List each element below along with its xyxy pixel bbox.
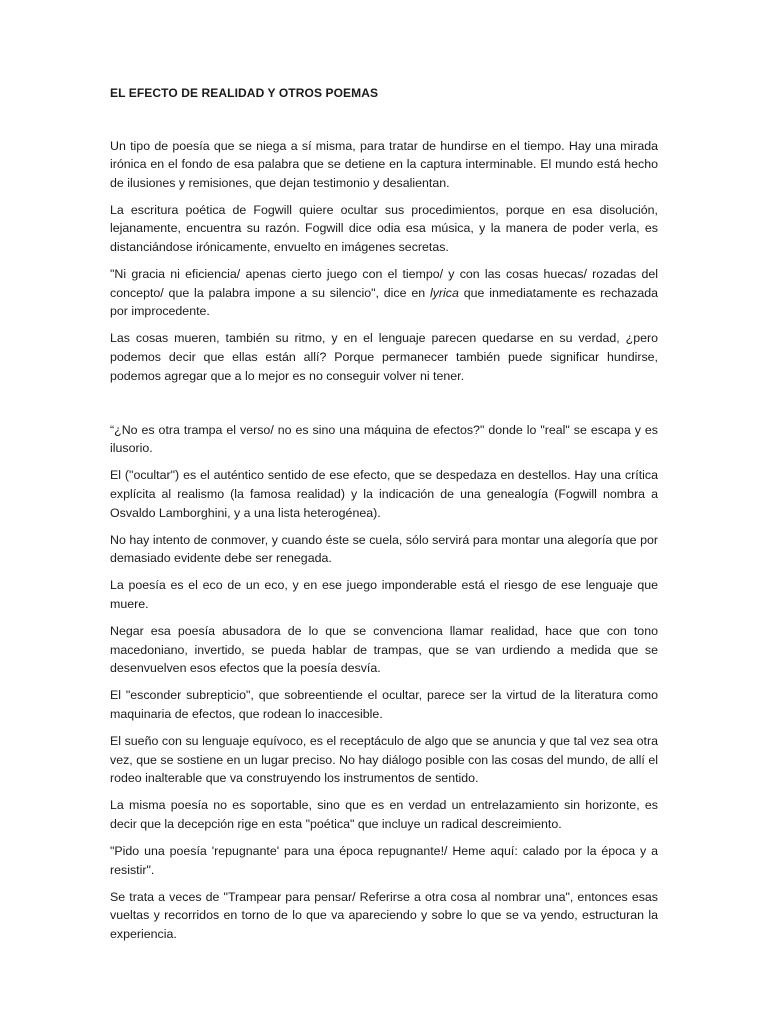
- paragraph: “¿No es otra trampa el verso/ no es sino una máquina de efectos?" donde lo "real" se escapa y es ilusorio.: [110, 422, 658, 456]
- italic-work-title: lyrica: [429, 285, 459, 300]
- document-page: [110, 84, 658, 952]
- paragraph: Las cosas mueren, también su ritmo, y en el lenguaje parecen quedarse en su verdad, ¿pero podemos decir que ellas están allí? Porque permanecer también puede significar hundirse, podemos agregar que a lo mejor es no conseguir volver ni tener.: [110, 331, 658, 383]
- paragraph: La escritura poética de Fogwill quiere ocultar sus procedimientos, porque en esa disolución, lejanamente, encuentra su razón. Fogwill dice odia esa música, y la manera de poder verla, es distanciándose irónicamente, envuelto en imágenes secretas.: [110, 202, 658, 255]
- paragraph: No hay intento de conmover, y cuando éste se cuela, sólo servirá para montar una alegoría que por demasiado evidente debe ser renegada.: [110, 532, 658, 566]
- paragraph: "Pido una poesía 'repugnante' para una época repugnante!/ Heme aquí: calado por la época y a resistir".: [110, 844, 658, 877]
- paragraph: El "esconder subrepticio", que sobreentiende el ocultar, parece ser la virtud de la literatura como maquinaria de efectos, que rodean lo inaccesible.: [110, 688, 658, 721]
- paragraph: La misma poesía no es soportable, sino que es en verdad un entrelazamiento sin horizonte, es decir que la decepción rige en esta "poética" que incluye un radical descreimiento.: [110, 798, 658, 831]
- paragraph: Un tipo de poesía que se niega a sí misma, para tratar de hundirse en el tiempo. Hay una mirada irónica en el fondo de esa palabra que se detiene en la captura interminable. El mundo está hecho de ilusiones y remisiones, que dejan testimonio y desalientan.: [110, 138, 658, 190]
- paragraph: La poesía es el eco de un eco, y en ese juego imponderable está el riesgo de ese lenguaje que muere.: [110, 578, 658, 611]
- paragraph: Negar esa poesía abusadora de lo que se convenciona llamar realidad, hace que con tono macedoniano, invertido, se pueda hablar de trampas, que se van urdiendo a medida que se desenvuelven esos efectos que la poesía desvía.: [110, 624, 658, 676]
- paragraph: Se trata a veces de "Trampear para pensar/ Referirse a otra cosa al nombrar una", entonces esas vueltas y recorridos en torno de lo que va apareciendo y sobre lo que se va yendo, estructuran la experiencia.: [110, 889, 658, 941]
- paragraph: El sueño con su lenguaje equívoco, es el receptáculo de algo que se anuncia y que tal vez sea otra vez, que se sostiene en un lugar preciso. No hay diálogo posible con las cosas del mundo, de allí el rodeo inalterable que va construyendo los instrumentos de sentido.: [110, 734, 658, 786]
- paragraph: [110, 265, 658, 321]
- paragraph-text: que inmediatamente es rechazada por improcedente.: [110, 285, 658, 319]
- paragraph-text: "Ni gracia ni eficiencia/ apenas cierto juego con el tiempo/ y con las cosas huecas/ rozadas del concepto/ que la palabra impone a su silencio", dice en: [110, 267, 658, 300]
- paragraph: El ("ocultar") es el auténtico sentido de ese efecto, que se despedaza en destellos. Hay una crítica explícita al realismo (la famosa realidad) y la indicación de una genealogía (Fogwill nombra a Osvaldo Lamborghini, y a una lista heterogénea).: [110, 468, 658, 520]
- section-spacer: [110, 394, 658, 421]
- document-title: EL EFECTO DE REALIDAD Y OTROS POEMAS: [110, 86, 379, 100]
